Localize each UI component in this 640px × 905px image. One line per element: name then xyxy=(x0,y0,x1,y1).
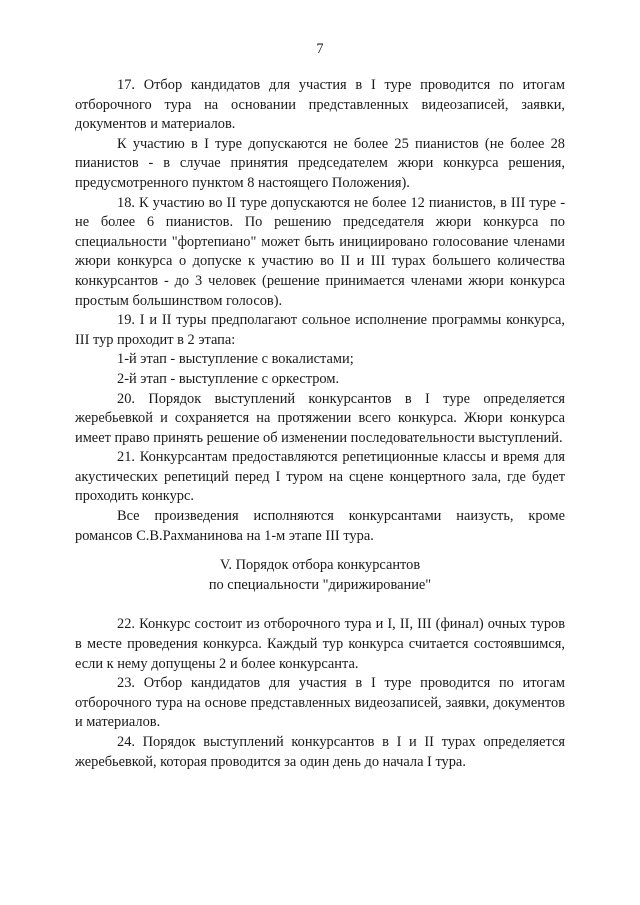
page-number: 7 xyxy=(316,41,324,57)
paragraph-17-admission: К участию в I туре допускаются не более 25 пианистов (не более 28 пианистов - в случае принятия председателем жюри конкурса решения, предусмотренного пунктом 8 настоящего Положения). xyxy=(75,135,565,191)
paragraph-22: 22. Конкурс состоит из отборочного тура и I, II, III (финал) очных туров в месте проведения конкурса. Каждый тур конкурса считается состоявшимся, если к нему допущены 2 и более конкурсанта. xyxy=(75,616,565,672)
section-heading xyxy=(75,556,565,595)
paragraph-21-memory: Все произведения исполняются конкурсантами наизусть, кроме романсов С.В.Рахманинова на 1-м этапе III тура. xyxy=(75,508,565,544)
paragraph-19-stage-2: 2-й этап - выступление с оркестром. xyxy=(117,370,340,387)
paragraph-23: 23. Отбор кандидатов для участия в I туре проводится по итогам отборочного тура на основе представленных видеозаписей, заявки, документов и материалов. xyxy=(75,675,565,731)
document-body xyxy=(75,76,565,772)
paragraph-20: 20. Порядок выступлений конкурсантов в I туре определяется жеребьевкой и сохраняется на протяжении всего конкурса. Жюри конкурса имеет право принять решение об изменении последовательности выступлений. xyxy=(75,390,565,446)
paragraph-19-stage-1: 1-й этап - выступление с вокалистами; xyxy=(117,351,354,368)
paragraph-21: 21. Конкурсантам предоставляются репетиционные классы и время для акустических репетиций перед I туром на сцене концертного зала, где будет проходить конкурс. xyxy=(75,449,565,505)
paragraph-18: 18. К участию во II туре допускаются не более 12 пианистов, в III туре - не более 6 пианистов. По решению председателя жюри конкурса по специальности "фортепиано" может быть инициировано голосование членами жюри конкурса о допуске к участию во II и III турах большего количества конкурсантов - до 3 человек (решение принимается членами жюри конкурса простым большинством голосов). xyxy=(75,194,565,309)
paragraph-24: 24. Порядок выступлений конкурсантов в I и II турах определяется жеребьевкой, которая проводится за один день до начала I тура. xyxy=(75,734,565,770)
paragraph-19: 19. I и II туры предполагают сольное исполнение программы конкурса, III тур проходит в 2 этапа: xyxy=(75,312,565,348)
paragraph-17: 17. Отбор кандидатов для участия в I туре проводится по итогам отборочного тура на основании представленных видеозаписей, заявки, документов и материалов. xyxy=(75,77,565,133)
section-heading-line-2: по специальности "дирижирование" xyxy=(208,576,432,593)
section-heading-line-1: V. Порядок отбора конкурсантов xyxy=(219,557,421,574)
